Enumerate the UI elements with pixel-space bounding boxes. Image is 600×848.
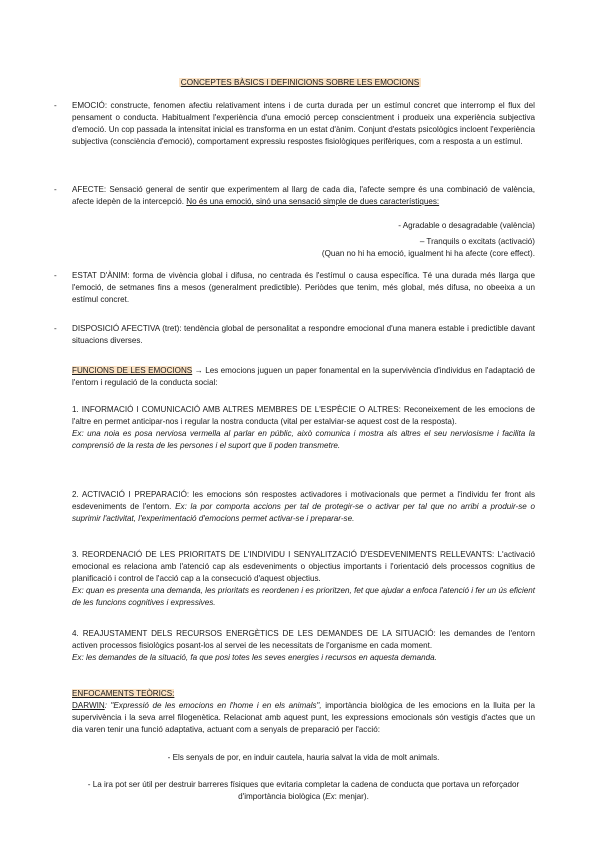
definition-afecte-text: AFECTE: Sensació general de sentir que experimentem al llarg de cada dia, l'afecte sempre és una combinació de valència, afecte idepèn de la intercepció. (72, 185, 535, 207)
bullet-dash: - (54, 324, 57, 333)
definition-estat-anim: ESTAT D'ÀNIM: forma de vivència global i difusa, no centrada és l'estímul o causa específica. Té una durada més llarga que l'emoció, de setmanes fins a mesos (generalment predictible). Periòdes que tenim, més global, més difusa, no obeeixa a un estímul concret. (72, 271, 535, 305)
definition-afecte (72, 184, 535, 208)
darwin-label: DARWIN (72, 701, 105, 710)
darwin-point-1: - Els senyals de por, en induir cautela, hauria salvat la vida de molt animals. (167, 753, 440, 762)
arrow-right-icon: → (194, 366, 203, 375)
darwin-text: importància biològica de les emocions en la lluita per la supervivència i la seva arrel filogenètica. Relacionat amb aquest punt, les expressions emocionals són vestigis d'actes que un dia varen tenir una funció adaptativa, actuant com a senyals de preparació per l'acció: (72, 701, 535, 735)
functions-heading: FUNCIONS DE LES EMOCIONS (72, 366, 193, 375)
approaches-heading-text: ENFOCAMENTS TEÒRICS: (72, 689, 175, 698)
function-item-text: 1. INFORMACIÓ I COMUNICACIÓ AMB ALTRES MEMBRES DE L'ESPÈCIE O ALTRES: Reconeixement de les emocions de l'altre en permet anticipar-nos i regular la nostra conducta (vital per estalviar-se aquest cost de la resposta). (72, 405, 535, 427)
affect-core-effect-note: (Quan no hi ha emoció, igualment hi ha afecte (core effect). (321, 249, 535, 259)
affect-valence: - Agradable o desagradable (valència) (398, 221, 535, 230)
function-item-text: 3. REORDENACIÓ DE LES PRIORITATS DE L'INDIVIDU I SENYALITZACIÓ D'ESDEVENIMENTS RELLEVANTS: L'activació emocional es relaciona amb l'atenció cap als esdeveniments o objectius importants i l'orientació dels processos cognitius de planificació i control de l'acció cap a la consecució d'aquest objectius. (72, 550, 535, 584)
function-item-text: 2. ACTIVACIÓ I PREPARACIÓ: les emocions són respostes activadores i motivacionals que permet a l'individu fer front als esdeveniments de l'entorn. (72, 490, 535, 512)
bullet-dash: - (54, 185, 57, 194)
function-item-example: Ex: les demandes de la situació, fa que posi totes les seves energies i recursos en aquesta demanda. (72, 653, 437, 663)
function-item-2 (72, 489, 535, 525)
darwin-point-2 (72, 779, 535, 803)
document-title (0, 77, 600, 89)
darwin-point-2-end: : menjar). (334, 792, 369, 802)
darwin-point-2-text: - La ira pot ser útil per destruir barreres físiques que evitaria completar la cadena de conducta que portava un reforçador d'importància biològica ( (87, 780, 520, 802)
function-item-example: Ex: una noia es posa nerviosa vermella al parlar en públic, això comunica i mostra als altres el seu nerviosisme i facilita la comprensió de la resta de les persones i el suport que li poden transmetre. (72, 429, 535, 451)
darwin-point-2-ex: Ex (325, 792, 335, 802)
functions-intro-text: Les emocions juguen un paper fonamental en la supervivència d'individus en l'adaptació de l'entorn i regulació de la conducta social: (72, 366, 536, 388)
bullet-dash: - (54, 271, 57, 280)
function-item-example: Ex: la por comporta accions per tal de protegir-se o activar per tal que no arribi a produir-se o suprimir l'activitat, l'experimentació d'emocions permet activar-se i preparar-se. (72, 502, 535, 524)
document-title-text: CONCEPTES BÀSICS I DEFINICIONS SOBRE LES EMOCIONS (180, 78, 420, 87)
approaches-heading (72, 688, 535, 700)
definition-emocio: EMOCIÓ: constructe, fenomen afectiu relativament intens i de curta durada per un estímul concret que interromp el flux del pensament o conducta. Habitualment l'experiència d'una emoció percep conscientment i produeix una experiència subjectiva d'emoció. Un cop passada la intensitat inicial es transforma en un estat d'ànim. Conjunt d'estats psicològics incloent l'experiència subjectiva (consciència d'emoció), comportament expressiu respostes fisiològiques perifèriques, com a resposta a un estímul. (72, 101, 535, 147)
darwin-paragraph (72, 700, 535, 736)
affect-activation: – Tranquils o excitats (activació) (419, 237, 535, 247)
function-item-1 (72, 404, 535, 452)
definition-afecte-underlined: No és una emoció, sinó una sensació simple de dues característiques: (186, 197, 440, 207)
affect-characteristics (72, 220, 535, 260)
bullet-dash: - (54, 101, 57, 110)
function-item-text: 4. REAJUSTAMENT DELS RECURSOS ENERGÈTICS DE LES DEMANDES DE LA SITUACIÓ: les demandes de l'entorn activen processos fisiològics posant-los al servei de les necessitats de l'organisme en cada moment. (72, 629, 535, 651)
function-item-example: Ex: quan es presenta una demanda, les prioritats es reordenen i es prioritzen, fet que ajudar a enfoca l'atenció i fer un ús eficient de les funcions cognitives i expressives. (72, 586, 535, 608)
function-item-3 (72, 549, 535, 609)
darwin-quote: : "Expressió de les emocions en l'home i en els animals", (104, 701, 322, 710)
functions-intro (72, 365, 535, 389)
definition-disposicio-afectiva: DISPOSICIÓ AFECTIVA (tret): tendència global de personalitat a respondre emocional d'una manera estable i predictible davant situacions diverses. (72, 324, 535, 346)
function-item-4 (72, 628, 535, 664)
